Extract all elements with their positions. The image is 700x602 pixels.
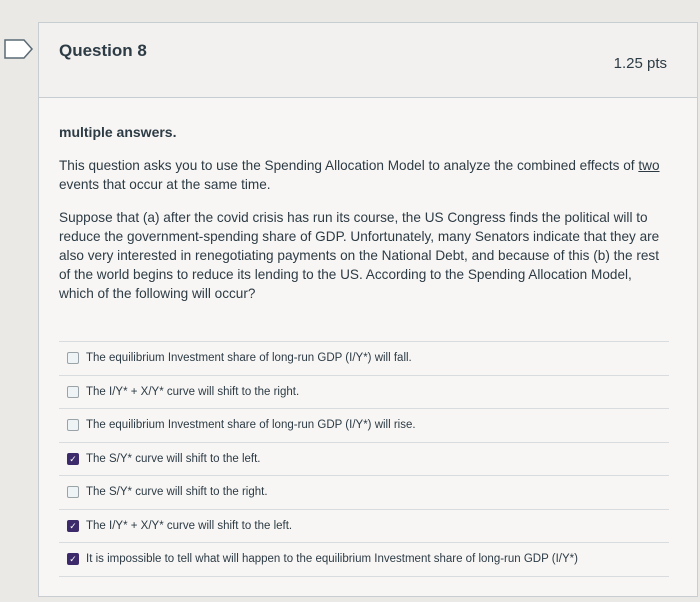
flag-question-icon[interactable] — [4, 38, 34, 60]
check-icon: ✓ — [69, 453, 77, 464]
question-paragraph-1 — [59, 156, 667, 194]
para1-start: This question asks you to use the Spending Allocation Model to analyze the combined effects of — [59, 158, 639, 173]
answer-checkbox[interactable] — [67, 520, 79, 532]
para1-underlined: two — [638, 158, 660, 173]
question-card — [38, 22, 698, 597]
answer-checkbox[interactable] — [67, 486, 79, 498]
answer-label: The S/Y* curve will shift to the left. — [86, 452, 261, 465]
answer-option[interactable] — [59, 543, 669, 577]
answer-label: The I/Y* + X/Y* curve will shift to the left. — [86, 519, 293, 532]
answer-checkbox[interactable] — [67, 386, 79, 398]
question-body — [39, 98, 697, 303]
question-title: Question 8 — [59, 41, 147, 60]
answer-list — [59, 341, 669, 577]
answer-option[interactable] — [59, 342, 669, 376]
question-instruction: multiple answers. — [59, 124, 177, 140]
answer-checkbox[interactable] — [67, 419, 79, 431]
question-header — [39, 23, 697, 98]
answer-option[interactable] — [59, 476, 669, 510]
answer-label: The S/Y* curve will shift to the right. — [86, 486, 268, 499]
answer-checkbox[interactable] — [67, 352, 79, 364]
question-points: 1.25 pts — [613, 55, 667, 72]
question-paragraph-2: Suppose that (a) after the covid crisis has run its course, the US Congress finds the political will to reduce the government-spending share of GDP. Unfortunately, many Senators indicate that they are also very interested in renegotiating payments on the National Debt, and because of this (b) the rest of the world begins to reduce its lending to the US. According to the Spending Allocation Model, which of the following will occur? — [59, 210, 660, 301]
answer-label: It is impossible to tell what will happen to the equilibrium Investment share of long-run GDP (I/Y*) — [86, 553, 578, 566]
answer-option[interactable] — [59, 510, 669, 544]
answer-option[interactable] — [59, 443, 669, 477]
check-icon: ✓ — [69, 520, 77, 531]
answer-label: The equilibrium Investment share of long-run GDP (I/Y*) will rise. — [86, 419, 416, 432]
answer-label: The I/Y* + X/Y* curve will shift to the right. — [86, 385, 300, 398]
answer-option[interactable] — [59, 376, 669, 410]
para1-end: events that occur at the same time. — [59, 177, 271, 192]
answer-label: The equilibrium Investment share of long-run GDP (I/Y*) will fall. — [86, 352, 412, 365]
check-icon: ✓ — [69, 554, 77, 565]
answer-checkbox[interactable] — [67, 553, 79, 565]
answer-checkbox[interactable] — [67, 453, 79, 465]
answer-option[interactable] — [59, 409, 669, 443]
